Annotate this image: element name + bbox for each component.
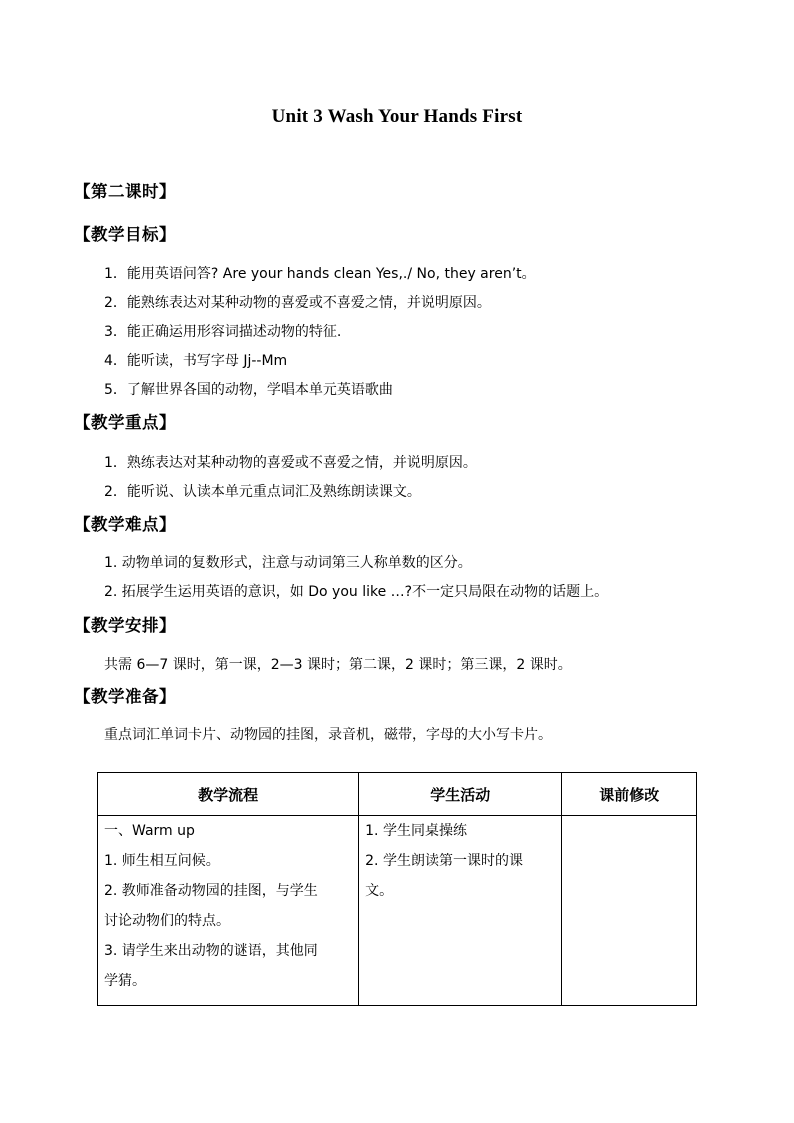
header-revision: 课前修改 <box>562 773 697 816</box>
difficulties-heading: 【教学难点】 <box>74 515 176 534</box>
revision-cell <box>562 816 697 1006</box>
document-title: Unit 3 Wash Your Hands First <box>271 106 523 127</box>
process-cell <box>98 816 359 1006</box>
preparation-heading: 【教学准备】 <box>74 687 176 706</box>
objective-item: 2．能熟练表达对某种动物的喜爱或不喜爱之情，并说明原因。 <box>104 295 491 311</box>
objective-item: 1．能用英语问答? Are your hands clean Yes,./ No, they aren’t。 <box>104 266 536 282</box>
arrangement-text: 共需 6—7 课时，第一课，2—3 课时；第二课，2 课时；第三课，2 课时。 <box>104 657 572 673</box>
process-line: 学猜。 <box>104 973 146 989</box>
objective-item: 5．了解世界各国的动物，学唱本单元英语歌曲 <box>104 382 393 398</box>
header-activities: 学生活动 <box>359 773 562 816</box>
difficulty-item: 2. 拓展学生运用英语的意识，如 Do you like …?不一定只局限在动物的话题上。 <box>104 584 609 600</box>
lesson-plan-table <box>97 772 697 1006</box>
process-line: 一、Warm up <box>104 823 195 839</box>
table-row <box>98 816 697 1006</box>
key-points-heading: 【教学重点】 <box>74 413 176 432</box>
activity-line: 1. 学生同桌操练 <box>365 823 467 839</box>
difficulty-item: 1. 动物单词的复数形式，注意与动词第三人称单数的区分。 <box>104 555 472 571</box>
arrangement-heading: 【教学安排】 <box>74 616 176 635</box>
objective-item: 4．能听读，书写字母 Jj--Mm <box>104 353 288 369</box>
key-point-item: 2．能听说、认读本单元重点词汇及熟练朗读课文。 <box>104 484 421 500</box>
process-line: 1. 师生相互问候。 <box>104 853 220 869</box>
activity-line: 2. 学生朗读第一课时的课 <box>365 853 523 869</box>
key-point-item: 1．熟练表达对某种动物的喜爱或不喜爱之情，并说明原因。 <box>104 455 477 471</box>
activity-line: 文。 <box>365 883 394 899</box>
preparation-text: 重点词汇单词卡片、动物园的挂图，录音机，磁带，字母的大小写卡片。 <box>104 727 552 743</box>
objective-item: 3．能正确运用形容词描述动物的特征. <box>104 324 342 340</box>
table-header-row <box>98 773 697 816</box>
process-line: 2. 教师准备动物园的挂图，与学生 <box>104 883 318 899</box>
header-process: 教学流程 <box>98 773 359 816</box>
objectives-heading: 【教学目标】 <box>74 225 176 244</box>
process-line: 3. 请学生来出动物的谜语，其他同 <box>104 943 318 959</box>
lesson-heading: 【第二课时】 <box>74 182 176 201</box>
activities-cell <box>359 816 562 1006</box>
process-line: 讨论动物们的特点。 <box>104 913 230 929</box>
